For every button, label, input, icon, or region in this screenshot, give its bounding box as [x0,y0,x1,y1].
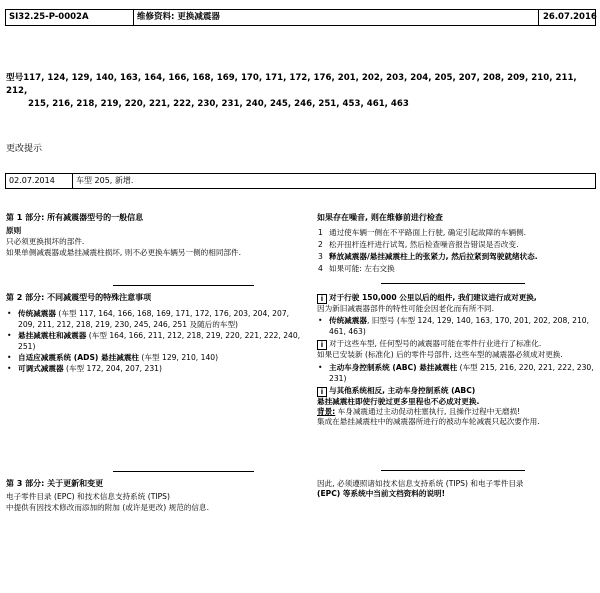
closing-section [317,479,599,500]
part3-line2: 中提供有因技术修改而添加的附加 (或许是更改) 规范的信息. [6,503,210,513]
list-item [6,308,301,330]
divider [381,283,525,284]
item-label: 传统减震器 [18,308,56,318]
change-notes-heading: 更改提示 [6,144,43,154]
part3-line1: 电子零件目录 (EPC) 和技术信息支持系统 (TIPS) [6,491,170,501]
part2-section [6,293,301,374]
doc-title: 维修资料: 更换减震器 [134,10,539,25]
doc-date: 26.07.2016 [543,11,597,22]
divider [113,471,254,472]
doc-id: SI32.25-P-0002A [6,10,134,25]
list-item: 3 释放减震器/悬挂减震柱上的张紧力, 然后拉紧到驾驶就绪状态. [318,251,538,261]
part1-title: 第 1 部分: 所有减震器型号的一般信息 [6,213,144,222]
list-item [6,330,301,352]
part3-section [6,479,301,513]
note-pair-replace: 如果已安装新 (标准化) 后的零件号部件, 这些车型的减震器必须成对更换. [317,350,563,360]
divider [381,470,525,471]
item-label: 自适应减震系统 (ADS) 悬挂减震柱 [18,352,140,362]
part1-line1: 只必须更换损坏的部件. [6,237,85,247]
item-text: (车型 117, 164, 166, 168, 169, 171, 172, 176, 203, 204, 207, 209, 211, 212, 218, 219, 230, 245, 246, 251 及随后的车型) [18,308,290,329]
item-label: 可调式减震器 [18,363,64,373]
item-text: (车型 172, 204, 207, 231) [63,363,162,373]
header-table [5,9,596,26]
divider [113,285,254,286]
list-item: 1 通过使车辆一侧在不平路面上行驶, 确定引起故障的车辆侧. [318,227,527,237]
list-item: • 主动车身控制系统 (ABC) 悬挂减震柱 (车型 215, 216, 220, 221, 222, 230, 231) [317,362,599,384]
note-abc-line2: 悬挂减震柱即使行驶过更多里程也不必成对更换. [317,396,480,406]
info-list-2 [317,362,599,384]
model-list-line-2: 215, 216, 218, 219, 220, 221, 222, 230, 231, 240, 245, 246, 251, 453, 461, 463 [28,99,409,109]
note-passive: 集成在悬挂减震柱中的减震器所进行的被动车轮减震只起次要作用. [317,417,540,426]
change-date: 02.07.2014 [6,174,73,188]
closing-line2: (EPC) 等系统中当前文档资料的说明! [317,489,446,499]
closing-line1: 因此, 必须遵照诸如技术信息支持系统 (TIPS) 和电子零件目录 [317,479,524,488]
item-text: (车型 164, 166, 211, 212, 218, 219, 220, 221, 222, 240, 251) [18,330,301,351]
noise-steps [317,227,597,275]
item-text: (车型 129, 210, 140) [139,352,219,362]
info-icon: i [317,387,327,397]
noise-title: 如果存在噪音, 则在维修前进行检查 [317,213,443,222]
change-text: 车型 205, 新增. [76,175,134,185]
part1-line2: 如果单侧减震器或悬挂减震柱损坏, 则不必更换车辆另一侧的相同部件. [6,248,242,258]
note-150000-line2: 因为新旧减震器部件的特性可能会因老化而有所不同. [317,304,495,313]
part1-section [6,213,296,259]
part2-list [6,308,301,374]
item-label: 悬挂减震柱和减震器 [18,330,87,340]
model-list [6,72,596,111]
list-item: 2 松开扭杆连杆进行试驾, 然后检查噪音报告错误是否改变. [318,239,519,249]
info-list-1 [317,315,599,337]
note-abc: i 与其他系统相反, 主动车身控制系统 (ABC) [317,386,599,397]
list-item: • 传统减震器, 旧型号 (车型 124, 129, 140, 163, 170, 201, 202, 208, 210, 461, 463) [317,315,599,337]
note-background: 背景: 车身减震通过主动促动柱塞执行, 且操作过程中无磨损! [317,406,521,416]
info-icon: i [317,294,327,304]
noise-section [317,213,597,275]
info-section [317,293,599,427]
list-item [6,363,301,374]
model-list-line-1: 型号117, 124, 129, 140, 163, 164, 166, 168, 169, 170, 171, 172, 176, 201, 202, 203, 204, 205, 207, 208, 209, 210, 211, 212, [6,73,577,96]
list-item: 4 如果可能: 左右交换 [318,263,395,273]
note-standardized: i 对于这些车型, 任何型号的减震器可能在零件行业进行了标准化. [317,339,599,350]
note-150000: i 对于行驶 150,000 公里以后的组件, 我们建议进行成对更换, [317,293,599,304]
info-icon: i [317,340,327,350]
change-notes-table [5,173,596,189]
part3-title: 第 3 部分: 关于更新和变更 [6,479,104,488]
part1-subtitle: 原则 [6,225,22,235]
part2-title: 第 2 部分: 不同减震型号的特殊注意事项 [6,293,152,302]
list-item [6,352,301,363]
